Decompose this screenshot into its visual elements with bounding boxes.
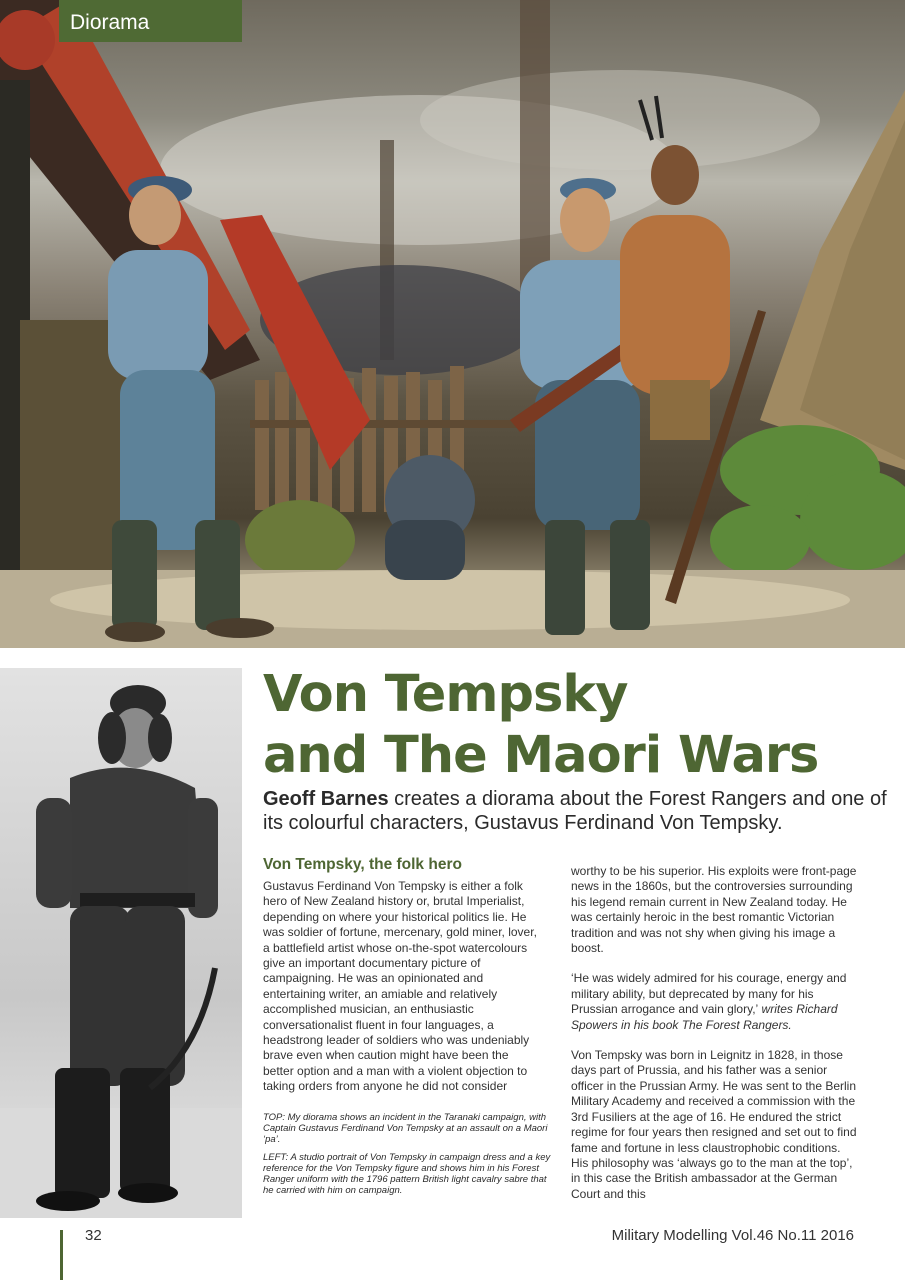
portrait-photo <box>0 668 242 1218</box>
subheading: Von Tempsky, the folk hero <box>263 856 462 873</box>
captions <box>263 1112 553 1203</box>
caption-left: LEFT: A studio portrait of Von Tempsky in campaign dress and a key reference for the Von Tempsky figure and shows him in his Forest Ranger uniform with the 1796 pattern British light cavalry sabre that he carried with him on campaign. <box>263 1152 551 1196</box>
caption-top: TOP: My diorama shows an incident in the Taranaki campaign, with Captain Gustavus Ferdinand Von Tempsky at an assault on a Maori ‘pa’. <box>263 1112 548 1145</box>
author-name: Geoff Barnes <box>263 788 389 810</box>
body-paragraph: Von Tempsky was born in Leignitz in 1828, in those days part of Prussia, and his father was a senior officer in the Prussian Army. He was sent to the Berlin Military Academy and received a commission with the 3rd Fusiliers at the age of 16. He endured the strict regime for four years then resigned and set out to find fame and fortune in less claustrophobic conditions. His philosophy was ‘always go to the man at the top’, in this case the British ambassador at the German Court and this <box>571 1048 857 1201</box>
page-number: 32 <box>85 1227 102 1244</box>
standfirst <box>263 787 893 835</box>
quote-text: ‘He was widely admired for his courage, energy and military ability, but deprecated by many for his Prussian arrogance and vain glory,’ <box>571 971 847 1017</box>
section-tab: Diorama <box>59 0 242 42</box>
body-paragraph: worthy to be his superior. His exploits were front-page news in the 1860s, but the controversies surrounding his legend remain current in New Zealand today. He was certainly heroic in the best romantic Victorian tradition and was not shy when giving his image a boost. <box>571 864 857 956</box>
column-2 <box>571 864 858 1202</box>
portrait-illustration <box>0 668 242 1218</box>
column-1 <box>263 856 539 1095</box>
quote-attribution: writes Richard Spowers in his book The Forest Rangers. <box>571 1002 838 1032</box>
standfirst-text: creates a diorama about the Forest Rangers and one of its colourful characters, Gustavus Ferdinand Von Tempsky. <box>263 788 887 834</box>
footer-rule <box>60 1230 63 1280</box>
title-line-1: Von Tempsky <box>263 665 628 724</box>
body-paragraph: Gustavus Ferdinand Von Tempsky is either a folk hero of New Zealand history or, brutal Imperialist, depending on where your historical politics lie. He was soldier of fortune, mercenary, gold miner, lover, a battlefield artist whose on-the-spot watercolours give an important documentary picture of campaigning. He was an opinionated and entertaining writer, an amiable and relatively accomplished musician, an enthusiastic conversationalist fluent in four languages, a headstrong leader of soldiers who was undeniably brave even when caution might have been the better option and a man with a violent objection to taking orders from anyone he did not consider <box>263 879 537 1094</box>
title-line-2: and The Maori Wars <box>263 726 819 785</box>
magazine-issue: Military Modelling Vol.46 No.11 2016 <box>611 1227 854 1244</box>
article-title <box>263 664 893 786</box>
quote-paragraph <box>571 971 858 1033</box>
